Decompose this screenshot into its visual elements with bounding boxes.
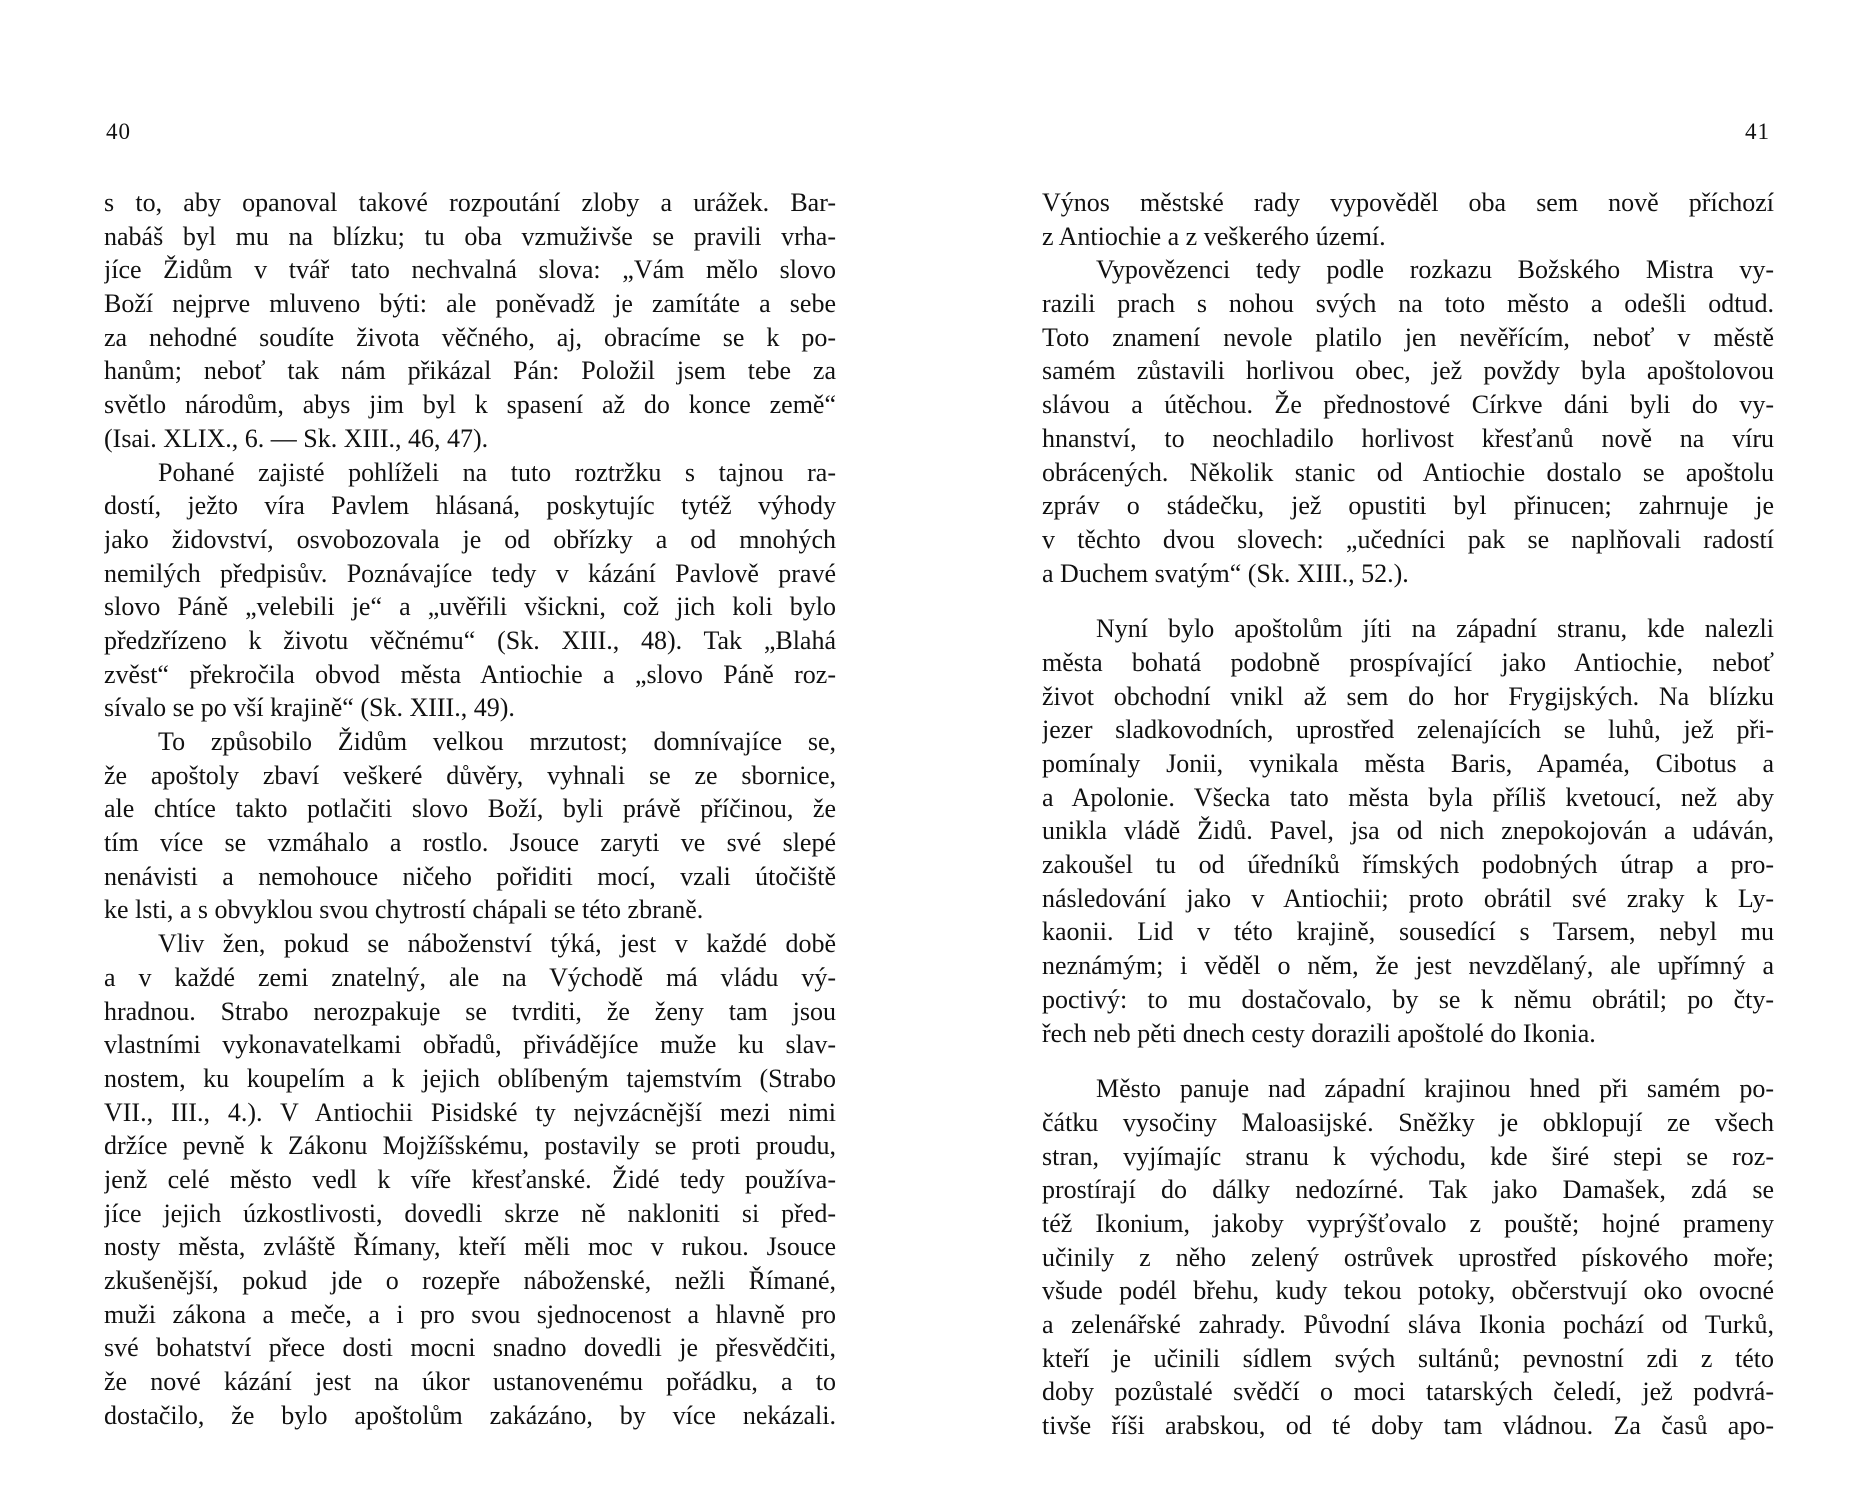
- text-line: dostí, ježto víra Pavlem hlásaná, poskytujíc tytéž výhody: [104, 491, 836, 521]
- text-line: řech neb pěti dnech cesty dorazili apoštolé do Ikonia.: [1042, 1018, 1596, 1048]
- text-line: jíce jejich úzkostlivosti, dovedli skrze ně nakloniti si před-: [104, 1198, 836, 1228]
- text-line: Toto znamení nevole platilo jen nevěřícím, neboť v městě: [1042, 322, 1774, 352]
- text-line: neznámým; i věděl o něm, že jest nevzdělaný, ale upřímný a: [1042, 951, 1774, 981]
- text-line: ale chtíce takto potlačiti slovo Boží, byli právě příčinou, že: [104, 794, 836, 824]
- text-line: hnanství, to neochladilo horlivost křesťanů nově na víru: [1042, 423, 1774, 453]
- text-line: hradnou. Strabo nerozpakuje se tvrditi, že ženy tam jsou: [104, 996, 836, 1026]
- text-line: v těchto dvou slovech: „učedníci pak se naplňovali radostí: [1042, 524, 1774, 554]
- text-line: že nové kázání jest na úkor ustanovenému pořádku, a to: [104, 1367, 836, 1397]
- text-line: všude podél břehu, kudy tekou potoky, občerstvují oko ovocné: [1042, 1276, 1774, 1306]
- text-line: tivše říši arabskou, od té doby tam vládnou. Za časů apo-: [1042, 1411, 1774, 1441]
- left-page-text: [104, 186, 836, 1432]
- paragraph-gap: [1042, 590, 1774, 612]
- text-line: slovo Páně „velebili je“ a „uvěřili všickni, což jich koli bylo: [104, 592, 836, 622]
- text-line: doby pozůstalé svědčí o moci tatarských čeledí, jež podvrá-: [1042, 1377, 1774, 1407]
- text-line: Boží nejprve mluveno býti: ale poněvadž je zamítáte a sebe: [104, 289, 836, 319]
- text-line: že apoštoly zbaví veškeré důvěry, vyhnali se ze sbornice,: [104, 760, 836, 790]
- text-line: VII., III., 4.). V Antiochii Pisidské ty nejvzácnější mezi nimi: [104, 1097, 836, 1127]
- text-line: a Duchem svatým“ (Sk. XIII., 52.).: [1042, 558, 1409, 588]
- text-line: předzřízeno k životu věčnému“ (Sk. XIII., 48). Tak „Blahá: [104, 625, 836, 655]
- text-line: dostačilo, že bylo apoštolům zakázáno, by více nekázali.: [104, 1400, 836, 1430]
- text-line: čátku vysočiny Maloasijské. Sněžky je obklopují ze všech: [1042, 1107, 1774, 1137]
- text-line: nosty města, zvláště Římany, kteří měli moc v rukou. Jsouce: [104, 1232, 836, 1262]
- text-line: též Ikonium, jakoby vyprýšťovalo z pouště; hojné prameny: [1042, 1208, 1774, 1238]
- text-line: poctivý: to mu dostačovalo, by se k němu obrátil; po čty-: [1042, 984, 1774, 1014]
- text-line: kaonii. Lid v této krajině, sousedící s Tarsem, nebyl mu: [1042, 917, 1774, 947]
- text-line: To způsobilo Židům velkou mrzutost; domnívajíce se,: [158, 727, 836, 756]
- text-line: držíce pevně k Zákonu Mojžíšskému, postavily se proti proudu,: [104, 1131, 836, 1161]
- text-line: samém zůstavili horlivou obec, jež povždy byla apoštolovou: [1042, 356, 1774, 386]
- text-line: ke lsti, a s obvyklou svou chytrostí chápali se této zbraně.: [104, 895, 704, 925]
- text-line: prostírají do dálky nedozírné. Tak jako Damašek, zdá se: [1042, 1175, 1774, 1205]
- text-line: nostem, ku koupelím a k jejich oblíbeným tajemstvím (Strabo: [104, 1063, 836, 1093]
- text-line: jíce Židům v tvář tato nechvalná slova: „Vám mělo slovo: [104, 255, 836, 285]
- text-line: Město panuje nad západní krajinou hned při samém po-: [1096, 1074, 1774, 1104]
- text-line: muži zákona a meče, a i pro svou sjednocenost a hlavně pro: [104, 1299, 836, 1329]
- text-line: jako židovství, osvobozovala je od obřízky a od mnohých: [104, 524, 836, 554]
- text-line: s to, aby opanoval takové rozpoutání zloby a urážek. Bar-: [104, 188, 836, 217]
- text-line: zkušenější, pokud jde o rozepře náboženské, nežli Římané,: [104, 1266, 836, 1295]
- text-line: jenž celé město vedl k víře křesťanské. Židé tedy používa-: [104, 1164, 836, 1194]
- text-line: z Antiochie a z veškerého území.: [1042, 221, 1386, 251]
- text-line: následování jako v Antiochii; proto obrátil své zraky k Ly-: [1042, 883, 1774, 913]
- text-line: Pohané zajisté pohlíželi na tuto roztržku s tajnou ra-: [158, 457, 836, 487]
- text-line: Nyní bylo apoštolům jíti na západní stranu, kde nalezli: [1096, 614, 1774, 644]
- text-line: své bohatství přece dosti mocni snadno dovedli je přesvědčiti,: [104, 1333, 836, 1363]
- text-line: sívalo se po vší krajině“ (Sk. XIII., 49).: [104, 693, 515, 723]
- text-line: města bohatá podobně prospívající jako Antiochie, neboť: [1042, 647, 1774, 677]
- text-line: zakoušel tu od úředníků římských podobných útrap a pro-: [1042, 850, 1774, 880]
- text-line: stran, vyjímajíc stranu k východu, kde širé stepi se roz-: [1042, 1141, 1774, 1171]
- text-line: kteří je učinili sídlem svých sultánů; pevnostní zdi z této: [1042, 1343, 1774, 1373]
- text-line: zpráv o stádečku, jež opustiti byl přinucen; zahrnuje je: [1042, 491, 1774, 521]
- text-line: (Isai. XLIX., 6. — Sk. XIII., 46, 47).: [104, 423, 489, 453]
- text-line: a Apolonie. Všecka tato města byla příliš kvetoucí, než aby: [1042, 782, 1774, 812]
- text-line: zvěst“ překročila obvod města Antiochie a „slovo Páně roz-: [104, 659, 836, 689]
- text-line: jezer sladkovodních, uprostřed zelenajících se luhů, jež při-: [1042, 715, 1774, 745]
- text-line: světlo národům, abys jim byl k spasení až do konce země“: [104, 390, 836, 420]
- text-line: za nehodné soudíte života věčného, aj, obracíme se k po-: [104, 322, 836, 352]
- text-line: učinily z něho zelený ostrůvek uprostřed pískového moře;: [1042, 1242, 1774, 1272]
- text-line: Vypovězenci tedy podle rozkazu Božského Mistra vy-: [1096, 255, 1774, 285]
- text-line: nenávisti a nemohouce ničeho pořiditi mocí, vzali útočiště: [104, 861, 836, 891]
- text-line: obrácených. Několik stanic od Antiochie dostalo se apoštolu: [1042, 457, 1774, 487]
- text-line: a v každé zemi znatelný, ale na Východě má vládu vý-: [104, 962, 836, 992]
- paragraph-gap: [1042, 1050, 1774, 1072]
- text-line: razili prach s nohou svých na toto město a odešli odtud.: [1042, 289, 1774, 319]
- text-line: nabáš byl mu na blízku; tu oba vzmuživše se pravili vrha-: [104, 221, 836, 251]
- text-line: vlastními vykonavatelkami obřadů, přivádějíce muže ku slav-: [104, 1030, 836, 1060]
- text-line: a zelenářské zahrady. Původní sláva Ikonia pochází od Turků,: [1042, 1310, 1774, 1339]
- text-line: unikla vládě Židů. Pavel, jsa od nich znepokojován a udáván,: [1042, 816, 1774, 846]
- page-number-right: 41: [1745, 119, 1770, 144]
- text-line: Vliv žen, pokud se náboženství týká, jest v každé době: [158, 929, 836, 959]
- text-line: slávou a útěchou. Že přednostové Církve dáni byli do vy-: [1042, 390, 1774, 420]
- text-line: nemilých předpisův. Poznávajíce tedy v kázání Pavlově pravé: [104, 558, 836, 588]
- text-line: život obchodní vnikl až sem do hor Frygijských. Na blízku: [1042, 681, 1774, 711]
- text-line: Výnos městské rady vypověděl oba sem nově příchozí: [1042, 188, 1774, 217]
- text-line: tím více se vzmáhalo a rostlo. Jsouce zaryti ve své slepé: [104, 828, 836, 858]
- text-line: hanům; neboť tak nám přikázal Pán: Položil jsem tebe za: [104, 356, 836, 386]
- text-line: pomínaly Jonii, vynikala města Baris, Apaméa, Cibotus a: [1042, 749, 1774, 778]
- page-number-left: 40: [106, 119, 131, 144]
- right-page-text: [1042, 186, 1774, 1443]
- right-page: [928, 0, 1856, 1500]
